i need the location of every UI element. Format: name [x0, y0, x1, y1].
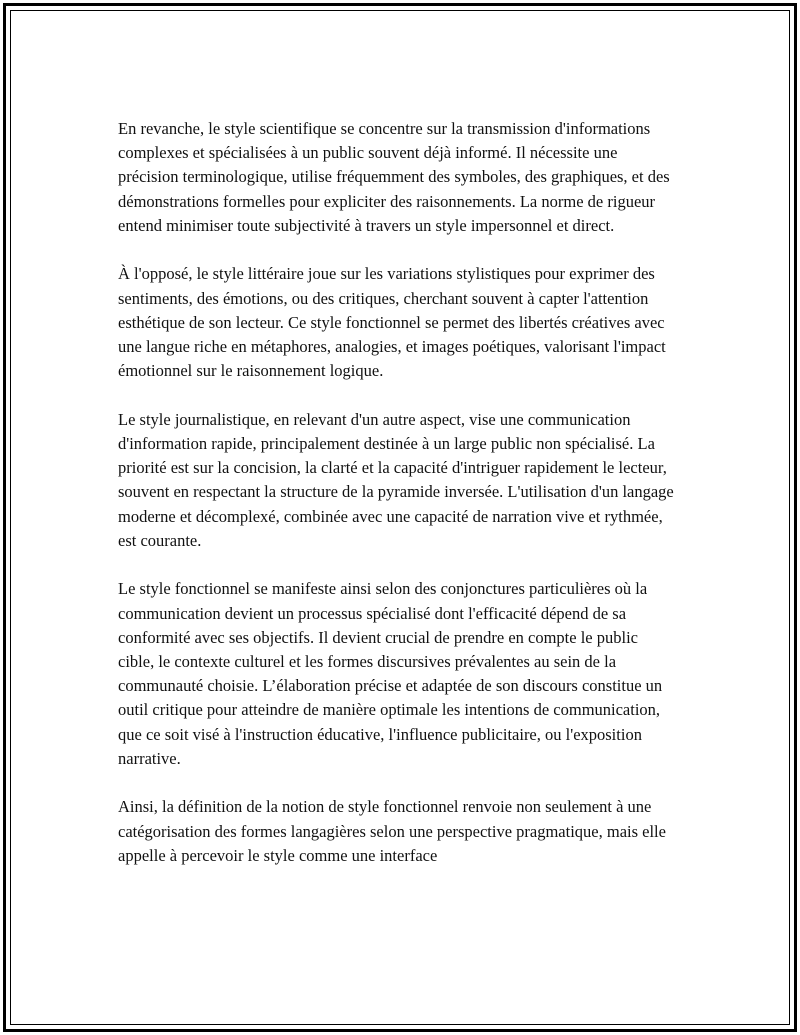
paragraph-conclusion: Ainsi, la définition de la notion de style fonctionnel renvoie non seulement à une catégorisation des formes langagières selon une perspective pragmatique, mais elle appelle à percevoir le style comme une interface	[118, 797, 666, 865]
paragraph-journalistic-style: Le style journalistique, en relevant d'un autre aspect, vise une communication d'information rapide, principalement destinée à un large public non spécialisé. La priorité est sur la concision, la clarté et la capacité d'intriguer rapidement le lecteur, souvent en respectant la structure de la pyramide inversée. L'utilisation d'un langage moderne et décomplexé, combinée avec une capacité de narration vive et rythmée, est courante.	[118, 409, 674, 550]
paragraph-literary-style: À l'opposé, le style littéraire joue sur les variations stylistiques pour exprimer des sentiments, des émotions, ou des critiques, cherchant souvent à capter l'attention esthétique de son lecteur. Ce style fonctionnel se permet des libertés créatives avec une langue riche en métaphores, analogies, et images poétiques, valorisant l'impact émotionnel sur le raisonnement logique.	[118, 264, 666, 381]
document-body	[118, 117, 678, 892]
paragraph-scientific-style: En revanche, le style scientifique se concentre sur la transmission d'informations complexes et spécialisées à un public souvent déjà informé. Il nécessite une précision terminologique, utilise fréquemment des symboles, des graphiques, et des démonstrations formelles pour expliciter des raisonnements. La norme de rigueur entend minimiser toute subjectivité à travers un style impersonnel et direct.	[118, 119, 670, 235]
paragraph-functional-style: Le style fonctionnel se manifeste ainsi selon des conjonctures particulières où la communication devient un processus spécialisé dont l'efficacité dépend de sa conformité avec ses objectifs. Il devient crucial de prendre en compte le public cible, le contexte culturel et les formes discursives prévalentes au sein de la communauté choisie. L’élaboration précise et adaptée de son discours constitue un outil critique pour atteindre de manière optimale les intentions de communication, que ce soit visé à l'instruction éducative, l'influence publicitaire, ou l'exposition narrative.	[118, 579, 663, 768]
